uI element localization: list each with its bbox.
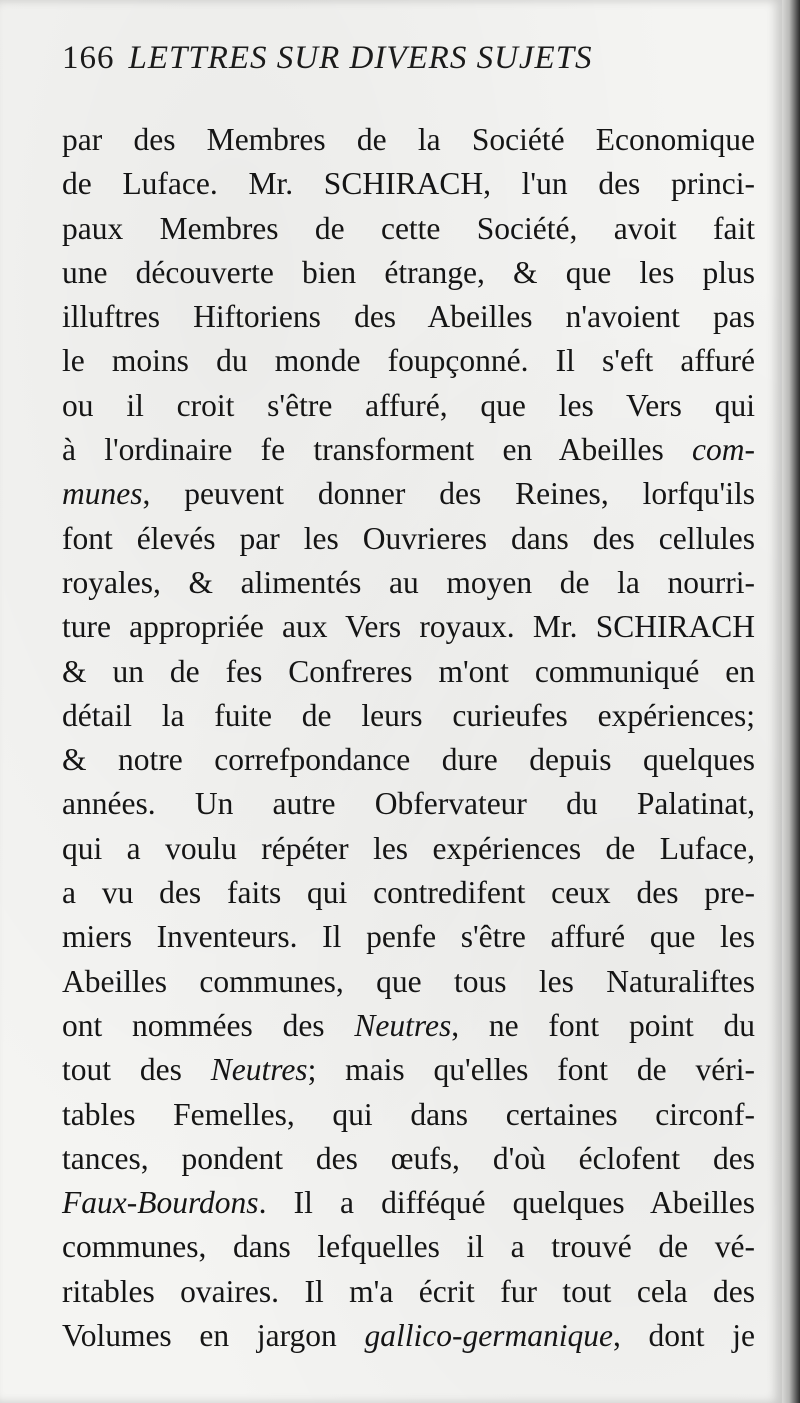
- text-line: Abeilles communes, que tous les Naturaliftes: [62, 963, 755, 999]
- text-line: munes, peuvent donner des Reines, lorfqu'ils: [62, 476, 755, 512]
- text-line: de Luface. Mr. SCHIRACH, l'un des princi-: [62, 166, 755, 202]
- text-line: illuftres Hiftoriens des Abeilles n'avoient pas: [62, 299, 755, 335]
- italic-term: Neutres: [210, 1052, 308, 1088]
- running-header: [62, 40, 762, 100]
- italic-term: Neutres: [354, 1007, 452, 1043]
- text-line: une découverte bien étrange, & que les plus: [62, 254, 755, 290]
- text-line: Volumes en jargon gallico-germanique, dont je: [62, 1318, 755, 1354]
- running-title: LETTRES SUR DIVERS SUJETS: [128, 40, 593, 76]
- text-line: années. Un autre Obfervateur du Palatinat,: [62, 786, 755, 822]
- text-line: qui a voulu répéter les expériences de Luface,: [62, 830, 755, 866]
- text-line: a vu des faits qui contredifent ceux des pre-: [62, 875, 755, 911]
- italic-term: Faux-Bourdons: [62, 1185, 259, 1221]
- text-line: communes, dans lefquelles il a trouvé de vé-: [62, 1229, 755, 1265]
- text-line: par des Membres de la Société Economique: [62, 122, 755, 157]
- text-line: & notre correfpondance dure depuis quelques: [62, 742, 755, 778]
- text-line: ture appropriée aux Vers royaux. Mr. SCHIRACH: [62, 609, 755, 645]
- text-line: miers Inventeurs. Il penfe s'être affuré que les: [62, 919, 755, 955]
- page-edge: [782, 0, 800, 1403]
- text-line: font élevés par les Ouvrieres dans des cellules: [62, 520, 755, 556]
- text-line: tables Femelles, qui dans certaines circonf-: [62, 1096, 755, 1132]
- text-line: & un de fes Confreres m'ont communiqué en: [62, 653, 755, 689]
- text-line: détail la fuite de leurs curieufes expériences;: [62, 697, 755, 733]
- text-line: Faux-Bourdons. Il a difféqué quelques Abeilles: [62, 1185, 755, 1221]
- italic-term: munes: [62, 476, 143, 512]
- text-line: à l'ordinaire fe transforment en Abeilles com-: [62, 432, 755, 468]
- text-line: royales, & alimentés au moyen de la nourri-: [62, 564, 755, 600]
- page-number: 166: [62, 40, 115, 76]
- text-line: tout des Neutres; mais qu'elles font de véri-: [62, 1052, 755, 1088]
- italic-term: com-: [692, 432, 755, 468]
- body-text: [62, 118, 755, 1358]
- text-line: le moins du monde foupçonné. Il s'eft affuré: [62, 343, 755, 379]
- text-line: ritables ovaires. Il m'a écrit fur tout cela des: [62, 1273, 755, 1309]
- text-line: paux Membres de cette Société, avoit fait: [62, 210, 755, 246]
- text-line: tances, pondent des œufs, d'où éclofent des: [62, 1140, 755, 1176]
- text-line: ont nommées des Neutres, ne font point du: [62, 1007, 756, 1043]
- text-line: ou il croit s'être affuré, que les Vers qui: [62, 387, 755, 423]
- italic-term: gallico-germanique: [364, 1318, 613, 1354]
